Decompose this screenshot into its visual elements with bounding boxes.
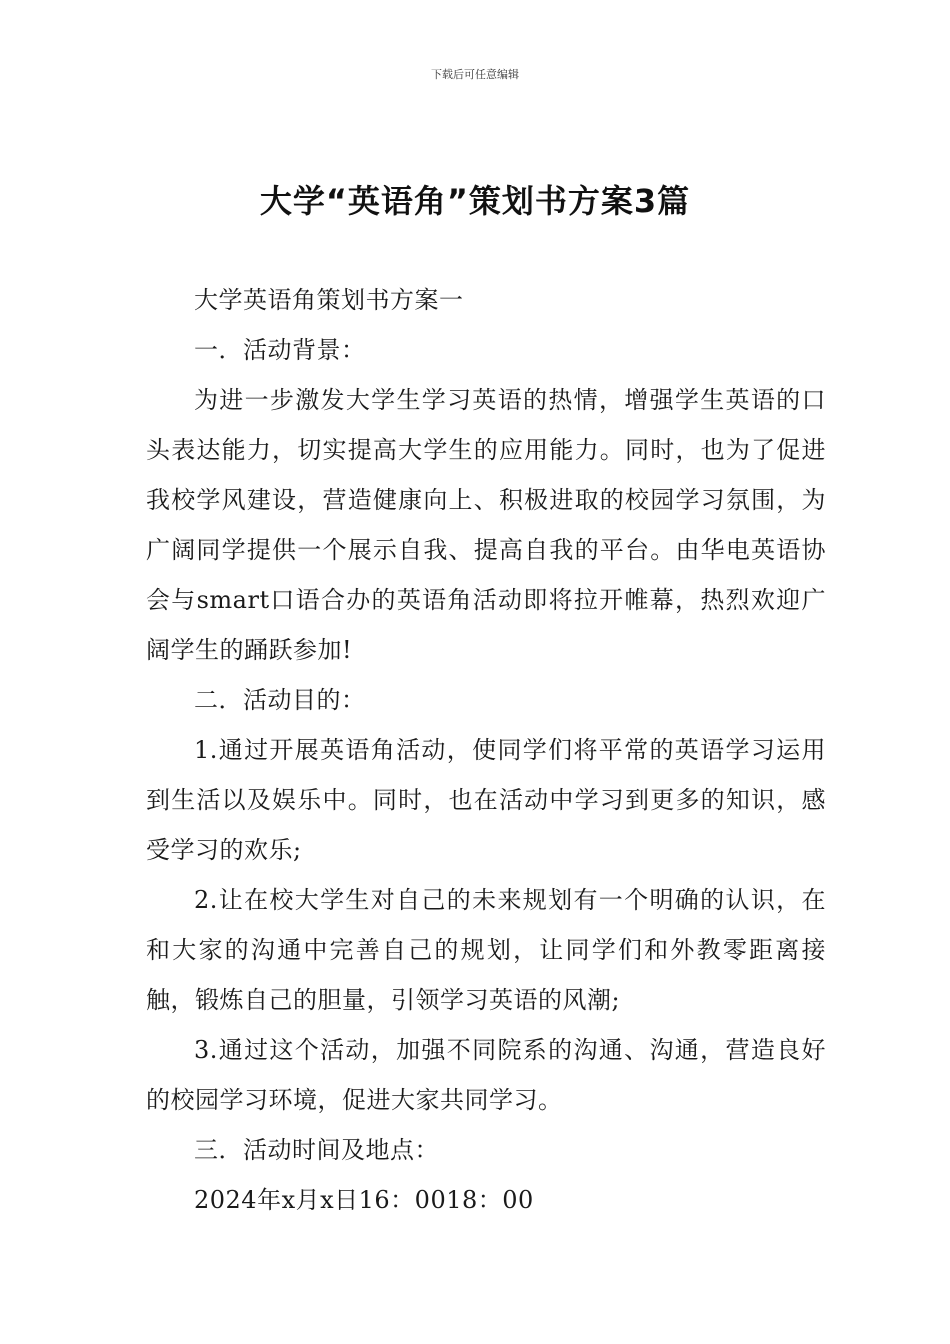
paragraph-purpose-2: 2.让在校大学生对自己的未来规划有一个明确的认识，在和大家的沟通中完善自己的规划，让同学们和外教零距离接触，锻炼自己的胆量，引领学习英语的风潮; [146,886,826,1014]
document-body [146,275,826,1225]
paragraph-purpose-1: 1.通过开展英语角活动，使同学们将平常的英语学习运用到生活以及娱乐中。同时，也在活动中学习到更多的知识，感受学习的欢乐; [146,736,826,864]
paragraph-background: 为进一步激发大学生学习英语的热情，增强学生英语的口头表达能力，切实提高大学生的应用能力。同时，也为了促进我校学风建设，营造健康向上、积极进取的校园学习氛围，为广阔同学提供一个展示自我、提高自我的平台。由华电英语协会与smart口语合办的英语角活动即将拉开帷幕，热烈欢迎广阔学生的踊跃参加! [146,386,826,664]
paragraph-time: 2024年x月x日16：0018：00 [194,1186,534,1214]
document-title: 大学“英语角”策划书方案3篇 [259,182,691,220]
section-heading-purpose: 二．活动目的： [194,686,366,714]
section-heading-time-place: 三．活动时间及地点： [194,1136,439,1164]
section-heading-background: 一．活动背景： [194,336,366,364]
header-note: 下载后可任意编辑 [431,68,519,81]
paragraph-purpose-3: 3.通过这个活动，加强不同院系的沟通、沟通，营造良好的校园学习环境，促进大家共同学习。 [146,1036,826,1114]
section-heading-plan-one: 大学英语角策划书方案一 [194,286,464,314]
